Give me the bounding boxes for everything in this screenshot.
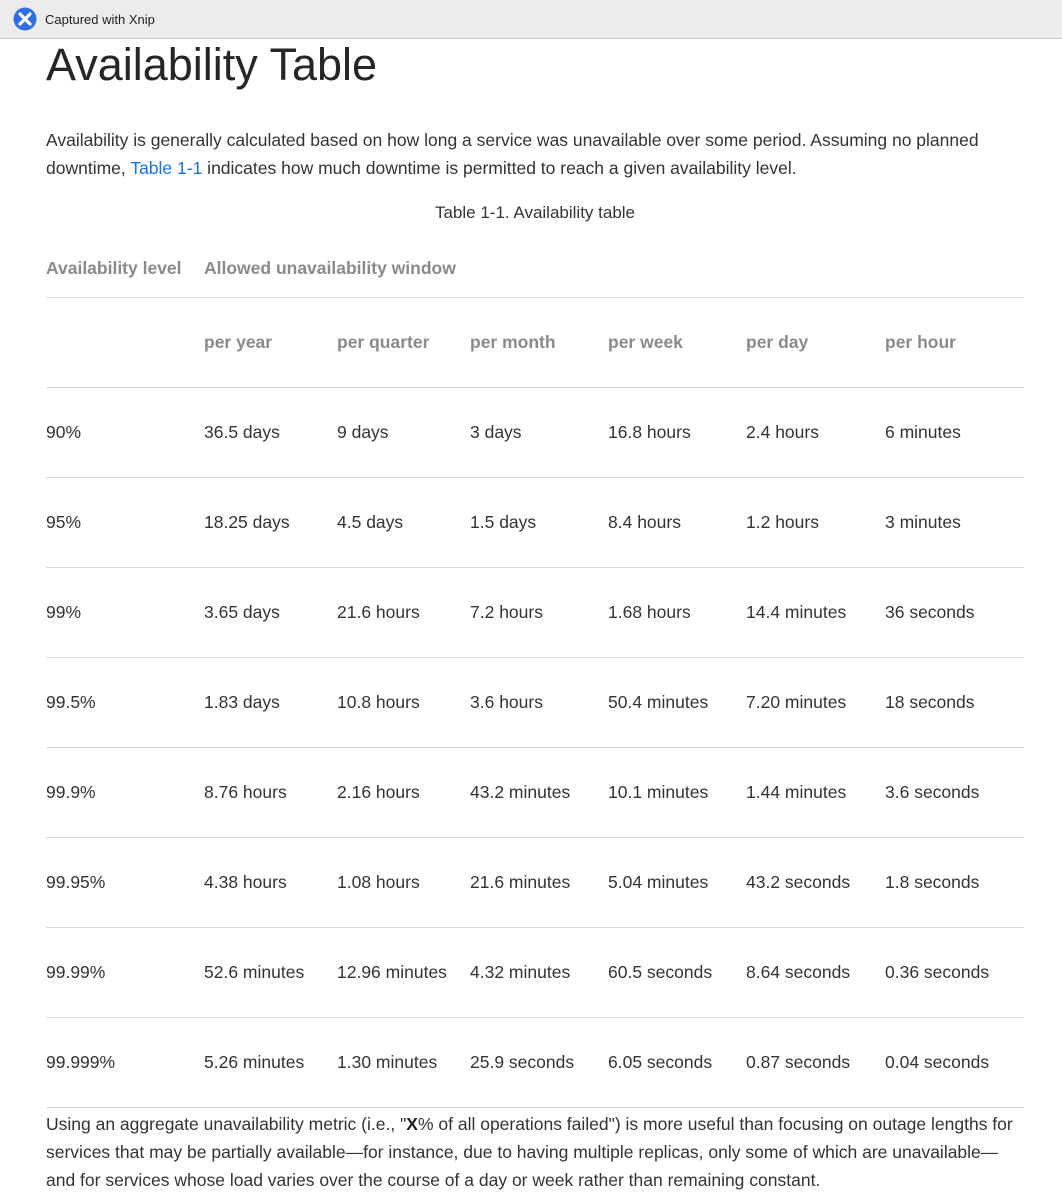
cell-availability-level: 99% <box>46 602 82 622</box>
cell-per-year: 5.26 minutes <box>204 1052 305 1072</box>
cell-availability-level: 90% <box>46 422 82 442</box>
cell-per-week: 60.5 seconds <box>608 962 713 982</box>
cell-per-year: 1.83 days <box>204 692 280 712</box>
cell-per-quarter: 1.08 hours <box>337 872 420 892</box>
cell-availability-level: 95% <box>46 512 82 532</box>
cell-per-week: 5.04 minutes <box>608 872 709 892</box>
cell-per-month: 21.6 minutes <box>470 872 571 892</box>
cell-per-hour: 36 seconds <box>885 602 975 622</box>
intro-paragraph <box>46 126 1026 182</box>
cell-per-week: 50.4 minutes <box>608 692 709 712</box>
cell-availability-level: 99.9% <box>46 782 96 802</box>
cell-per-hour: 18 seconds <box>885 692 975 712</box>
table-row <box>46 928 1024 1018</box>
table-row <box>46 478 1024 568</box>
cell-per-month: 7.2 hours <box>470 602 543 622</box>
cell-per-quarter: 21.6 hours <box>337 602 420 622</box>
cell-per-hour: 0.36 seconds <box>885 962 990 982</box>
cell-per-year: 18.25 days <box>204 512 290 532</box>
cell-availability-level: 99.5% <box>46 692 96 712</box>
cell-per-month: 25.9 seconds <box>470 1052 575 1072</box>
cell-per-hour: 6 minutes <box>885 422 961 442</box>
column-header-unavailability-window: Allowed unavailability window <box>204 257 456 278</box>
cell-per-day: 7.20 minutes <box>746 692 847 712</box>
subheader-per-month: per month <box>470 332 556 352</box>
cell-per-month: 4.32 minutes <box>470 962 571 982</box>
availability-table <box>46 239 1024 1108</box>
cell-per-hour: 0.04 seconds <box>885 1052 990 1072</box>
subheader-per-week: per week <box>608 332 683 352</box>
cell-per-year: 52.6 minutes <box>204 962 305 982</box>
cell-per-month: 43.2 minutes <box>470 782 571 802</box>
subheader-per-year: per year <box>204 332 273 352</box>
page-title: Availability Table <box>46 39 378 90</box>
cell-per-week: 6.05 seconds <box>608 1052 713 1072</box>
table-row <box>46 1018 1024 1108</box>
table-reference-link[interactable]: Table 1-1 <box>130 158 203 178</box>
cell-per-year: 4.38 hours <box>204 872 287 892</box>
table-row <box>46 658 1024 748</box>
capture-label: Captured with Xnip <box>45 11 155 27</box>
cell-per-month: 3 days <box>470 422 522 442</box>
table-caption: Table 1-1. Availability table <box>434 203 636 222</box>
table-subheader-row <box>46 298 1024 388</box>
cell-per-quarter: 10.8 hours <box>337 692 420 712</box>
subheader-per-quarter: per quarter <box>337 332 430 352</box>
xnip-logo-icon <box>13 7 37 31</box>
cell-availability-level: 99.999% <box>46 1052 116 1072</box>
cell-per-day: 1.2 hours <box>746 512 819 532</box>
cell-per-year: 3.65 days <box>204 602 280 622</box>
cell-per-day: 8.64 seconds <box>746 962 851 982</box>
table-row <box>46 568 1024 658</box>
cell-per-month: 1.5 days <box>470 512 537 532</box>
cell-per-month: 3.6 hours <box>470 692 543 712</box>
cell-per-quarter: 2.16 hours <box>337 782 420 802</box>
cell-per-day: 2.4 hours <box>746 422 819 442</box>
cell-per-week: 16.8 hours <box>608 422 691 442</box>
cell-per-week: 10.1 minutes <box>608 782 709 802</box>
cell-per-year: 8.76 hours <box>204 782 287 802</box>
column-header-availability-level: Availability level <box>46 257 182 278</box>
intro-text-end: indicates how much downtime is permitted to reach a given availability level. <box>202 158 797 178</box>
cell-per-hour: 1.8 seconds <box>885 872 980 892</box>
cell-per-quarter: 4.5 days <box>337 512 404 532</box>
table-row <box>46 838 1024 928</box>
subheader-per-day: per day <box>746 332 809 352</box>
cell-per-day: 0.87 seconds <box>746 1052 851 1072</box>
cell-availability-level: 99.99% <box>46 962 106 982</box>
subheader-per-hour: per hour <box>885 332 956 352</box>
capture-bar <box>0 0 1062 39</box>
cell-per-quarter: 1.30 minutes <box>337 1052 438 1072</box>
table-row <box>46 748 1024 838</box>
outro-text-end: % of all operations failed") is more useful than focusing on outage lengths for services that may be partially available—for instance, due to having multiple replicas, only some of which are unavailable—and for services whose load varies over the course of a day or week rather than remaining constant. <box>46 1114 1013 1190</box>
table-row <box>46 388 1024 478</box>
cell-per-day: 1.44 minutes <box>746 782 847 802</box>
cell-per-hour: 3.6 seconds <box>885 782 980 802</box>
cell-per-week: 1.68 hours <box>608 602 691 622</box>
cell-per-quarter: 12.96 minutes <box>337 962 447 982</box>
outro-emphasis: X <box>406 1114 418 1134</box>
outro-paragraph <box>46 1110 1026 1194</box>
cell-per-week: 8.4 hours <box>608 512 681 532</box>
cell-per-hour: 3 minutes <box>885 512 961 532</box>
subheader-empty <box>46 298 204 388</box>
intro-text-start: Availability is generally calculated based on how long a service was unavailable over some period. Assuming no planned downtime, <box>46 130 979 178</box>
cell-per-day: 43.2 seconds <box>746 872 851 892</box>
outro-text-start: Using an aggregate unavailability metric (i.e., " <box>46 1114 407 1134</box>
cell-availability-level: 99.95% <box>46 872 106 892</box>
cell-per-day: 14.4 minutes <box>746 602 847 622</box>
cell-per-year: 36.5 days <box>204 422 280 442</box>
cell-per-quarter: 9 days <box>337 422 389 442</box>
table-header-row <box>46 239 1024 298</box>
